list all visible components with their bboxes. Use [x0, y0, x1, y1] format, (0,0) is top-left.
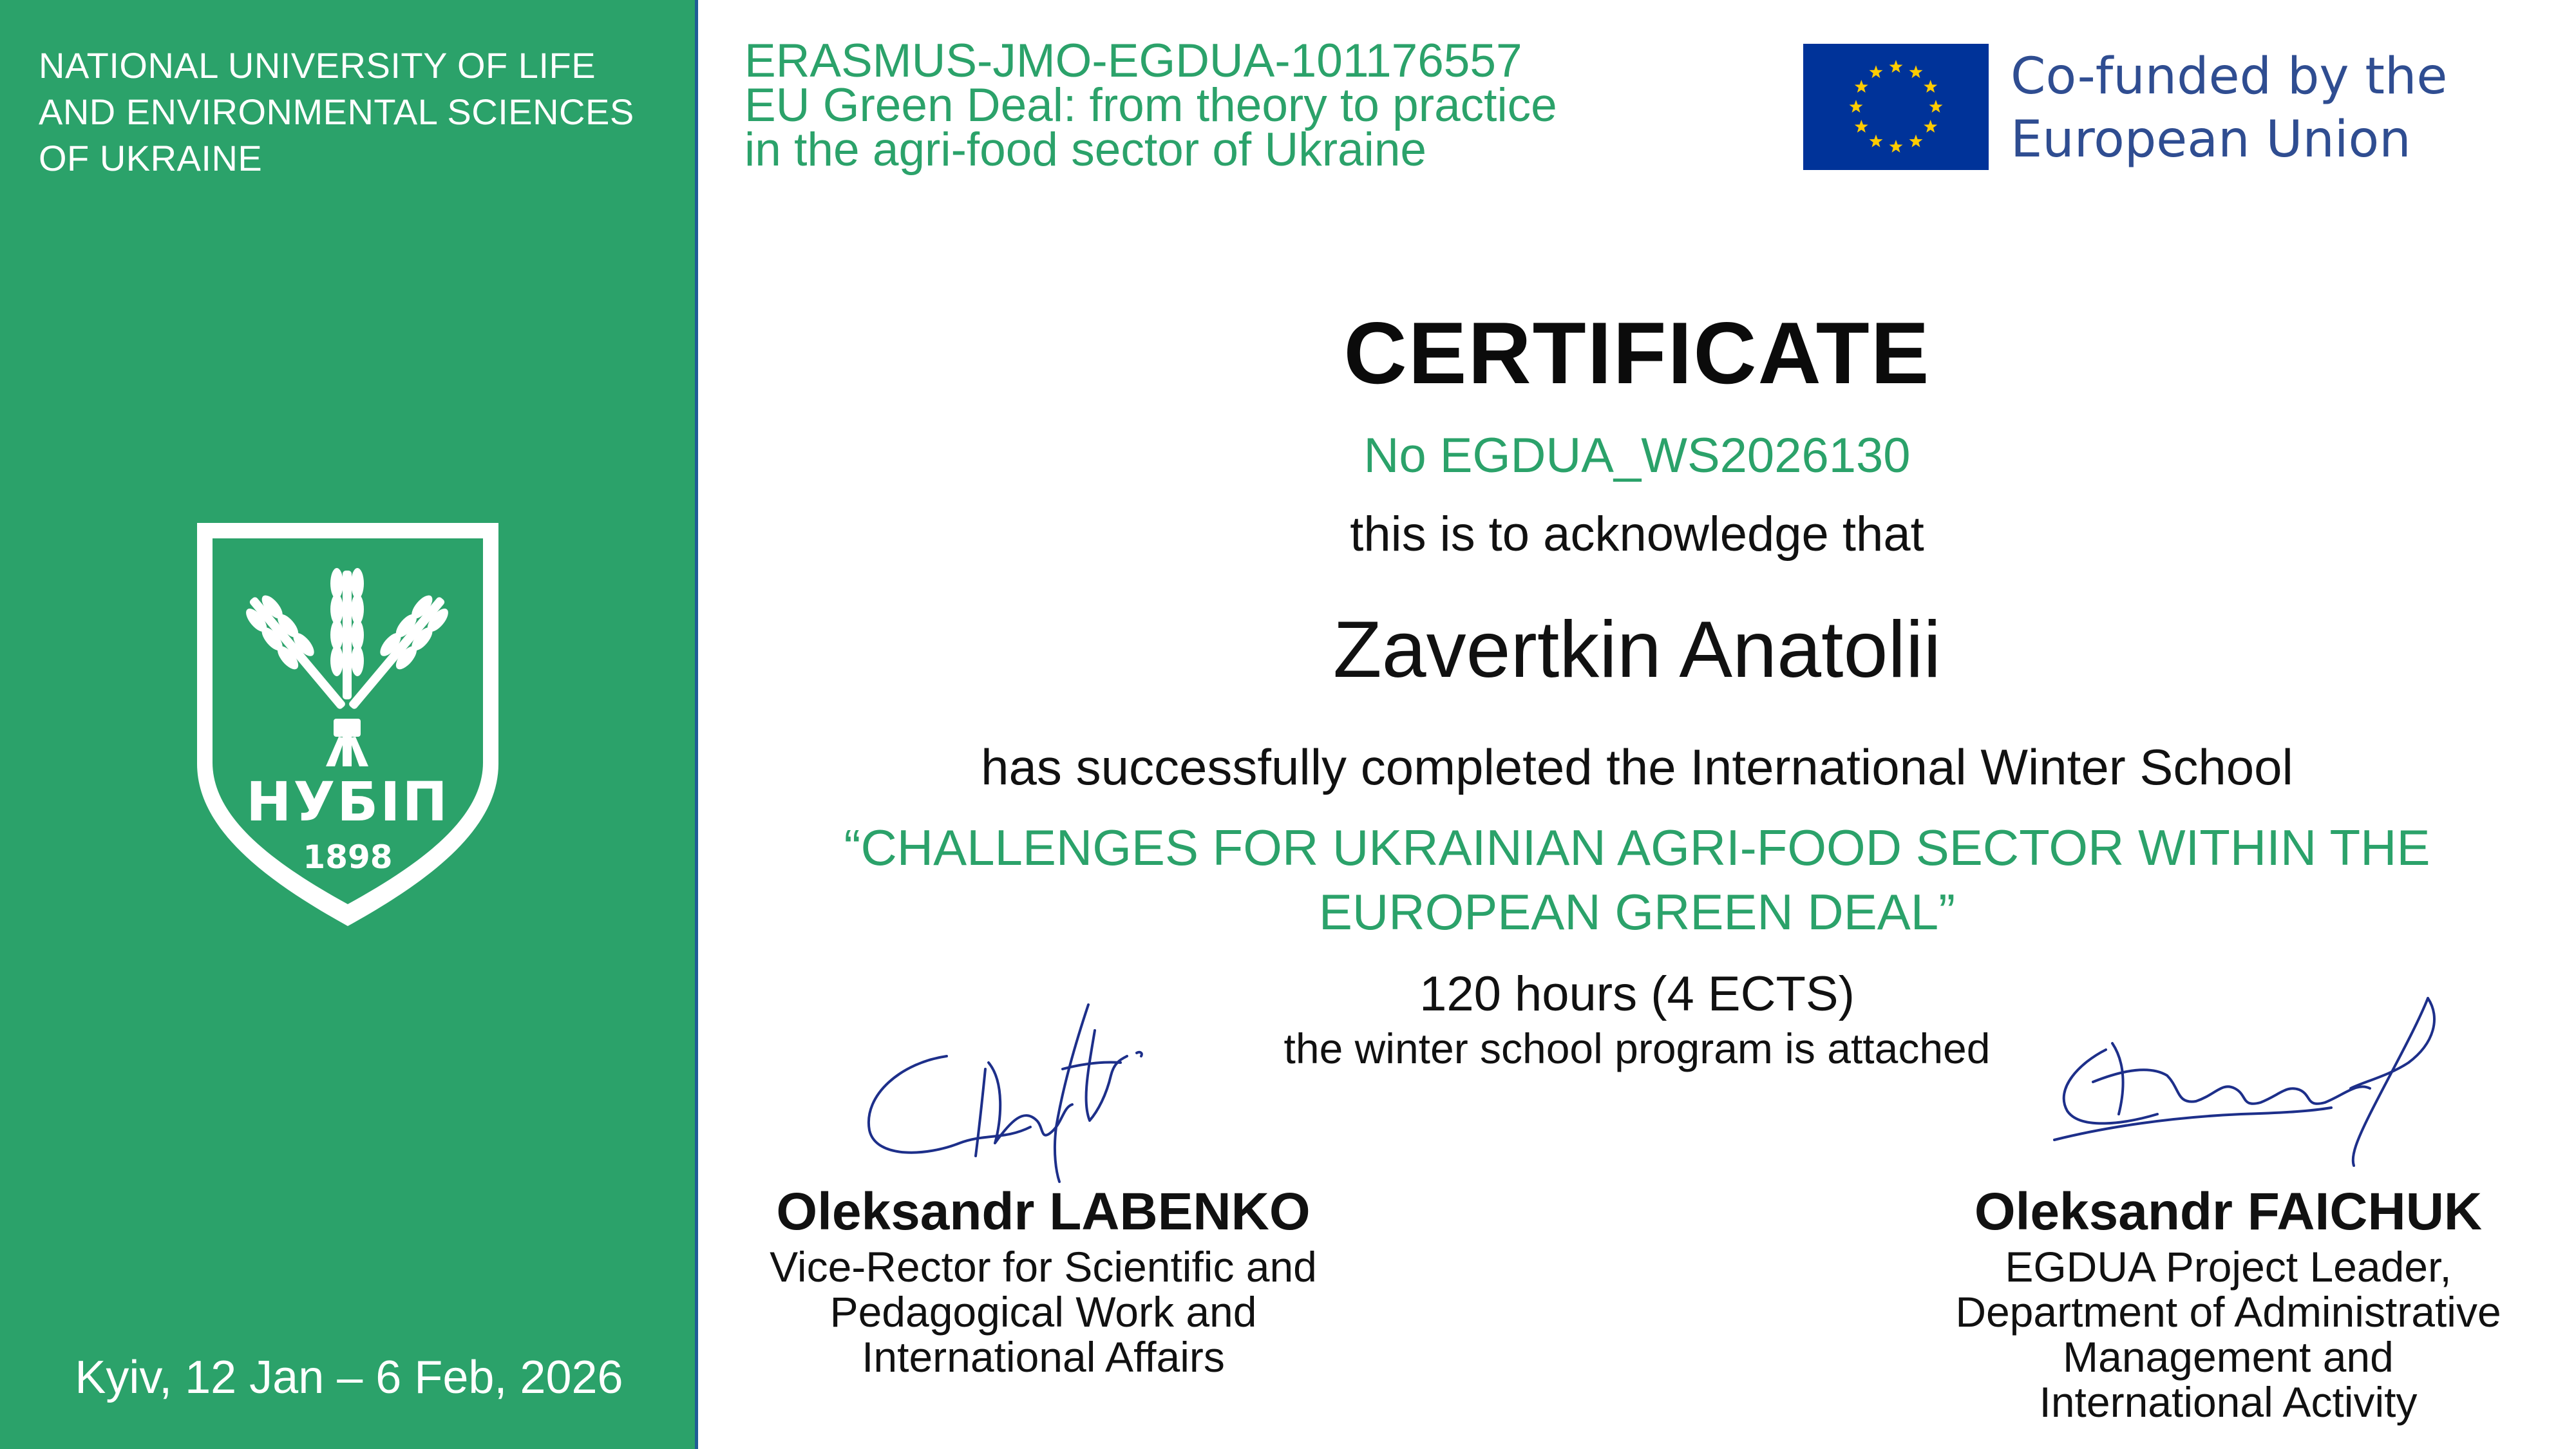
- certificate-title: CERTIFICATE: [1343, 304, 1931, 402]
- signatory-right-name: Oleksandr FAICHUK: [1974, 1182, 2483, 1241]
- course-hours: 120 hours (4 ECTS): [1419, 967, 1855, 1021]
- eu-funding-label: Co-funded by the European Union: [2011, 48, 2448, 169]
- signatory-left-name: Oleksandr LABENKO: [776, 1182, 1311, 1241]
- course-title: “CHALLENGES FOR UKRAINIAN AGRI-FOOD SECTOR WITHIN THE EUROPEAN GREEN DEAL”: [844, 819, 2430, 940]
- program-note: the winter school program is attached: [1283, 1025, 1991, 1072]
- signatory-right: [1874, 1180, 2576, 1425]
- university-emblem: [193, 519, 502, 931]
- project-info: ERASMUS-JMO-EGDUA-101176557 EU Green Deal: from theory to practice in the agri-food sector of Ukraine: [744, 35, 1557, 176]
- acknowledge-text: this is to acknowledge that: [1350, 507, 1924, 562]
- university-name: NATIONAL UNIVERSITY OF LIFE AND ENVIRONMENTAL SCIENCES OF UKRAINE: [39, 45, 634, 178]
- signatory-right-role: EGDUA Project Leader, Department of Administrative Management and International Activity: [1955, 1243, 2501, 1426]
- signature-right: [2029, 992, 2454, 1172]
- place-and-date: Kyiv, 12 Jan – 6 Feb, 2026: [75, 1352, 623, 1403]
- recipient-name: Zavertkin Anatolii: [1332, 605, 1942, 694]
- completion-text: has successfully completed the International Winter School: [981, 739, 2293, 795]
- emblem-year: 1898: [303, 838, 393, 876]
- signature-left: [850, 992, 1159, 1185]
- university-sidebar: [0, 0, 698, 1449]
- signatory-left: [708, 1180, 1378, 1379]
- eu-flag-icon: [1803, 44, 1989, 170]
- signatory-left-role: Vice-Rector for Scientific and Pedagogical Work and International Affairs: [770, 1243, 1317, 1381]
- certificate-number: No EGDUA_WS2026130: [1363, 428, 1911, 483]
- emblem-name: НУБІП: [246, 770, 450, 833]
